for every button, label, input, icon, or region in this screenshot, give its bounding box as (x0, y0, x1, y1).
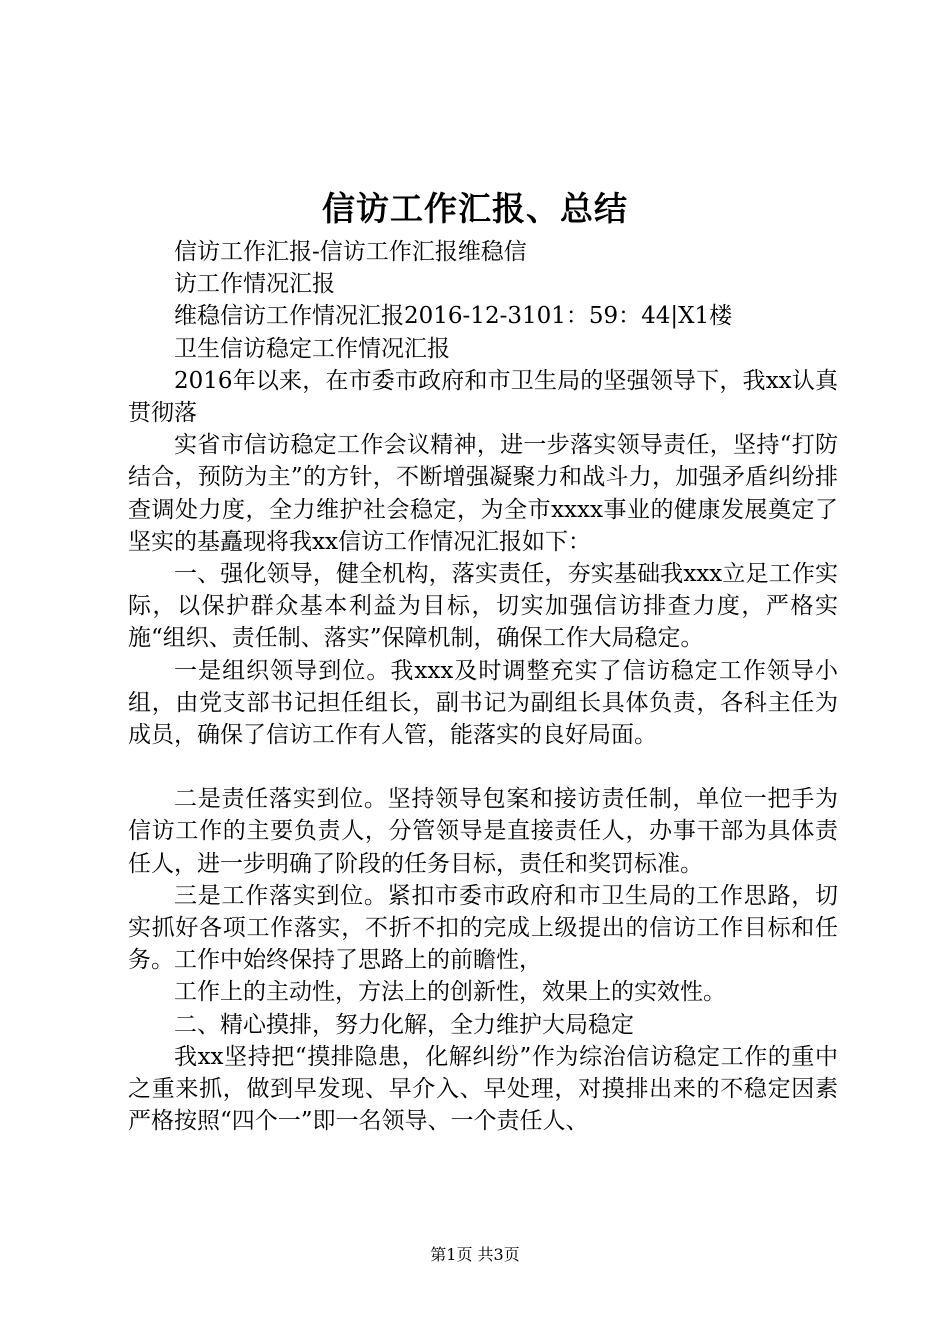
paragraph: 信访工作汇报-信访工作汇报维稳信 (174, 239, 527, 265)
page-number: 第1页 共3页 (430, 1245, 520, 1264)
paragraph: 三是工作落实到位。紧扣市委市政府和市卫生局的工作思路，切实抓好各项工作落实，不折不扣的完成上级提出的信访工作目标和任务。工作中始终保持了思路上的前瞻性， (128, 882, 838, 974)
paragraph: 工作上的主动性，方法上的创新性，效果上的实效性。 (174, 979, 726, 1006)
document-body (128, 236, 838, 1137)
paragraph: 卫生信访稳定工作情况汇报 (174, 335, 450, 362)
paragraph: 我xx坚持把“摸排隐患，化解纠纷”作为综治信访稳定工作的重中之重来抓，做到早发现、早介入、早处理，对摸排出来的不稳定因素严格按照“四个一”即一名领导、一个责任人、 (128, 1043, 838, 1135)
paragraph: 一是组织领导到位。我xxx及时调整充实了信访稳定工作领导小组，由党支部书记担任组长，副书记为副组长具体负责，各科主任为成员，确保了信访工作有人管，能落实的良好局面。 (128, 657, 838, 749)
paragraph: 维稳信访工作情况汇报2016-12-3101：59：44|X1楼 (174, 303, 733, 330)
document-title: 信访工作汇报、总结 (322, 189, 628, 228)
paragraph: 二是责任落实到位。坚持领导包案和接访责任制，单位一把手为信访工作的主要负责人，分管领导是直接责任人，办事干部为具体责任人，进一步明确了阶段的任务目标，责任和奖罚标准。 (128, 786, 838, 877)
paragraph: 访工作情况汇报 (174, 271, 335, 298)
paragraph: 一、强化领导，健全机构，落实责任，夯实基础我xxx立足工作实际，以保护群众基本利益为目标，切实加强信访排查力度，严格实施“组织、责任制、落实”保障机制，确保工作大局稳定。 (128, 561, 838, 652)
paragraph: 2016年以来，在市委市政府和市卫生局的坚强领导下，我xx认真贯彻落 (128, 367, 838, 427)
paragraph: 二、精心摸排，努力化解，全力维护大局稳定 (174, 1011, 634, 1038)
paragraph: 实省市信访稳定工作会议精神，进一步落实领导责任，坚持“打防结合，预防为主”的方针，不断增强凝聚力和战斗力，加强矛盾纠纷排查调处力度，全力维护社会稳定，为全市xxxx事业的健康发展奠定了坚实的基矗现将我xx信访工作情况汇报如下： (128, 432, 838, 555)
